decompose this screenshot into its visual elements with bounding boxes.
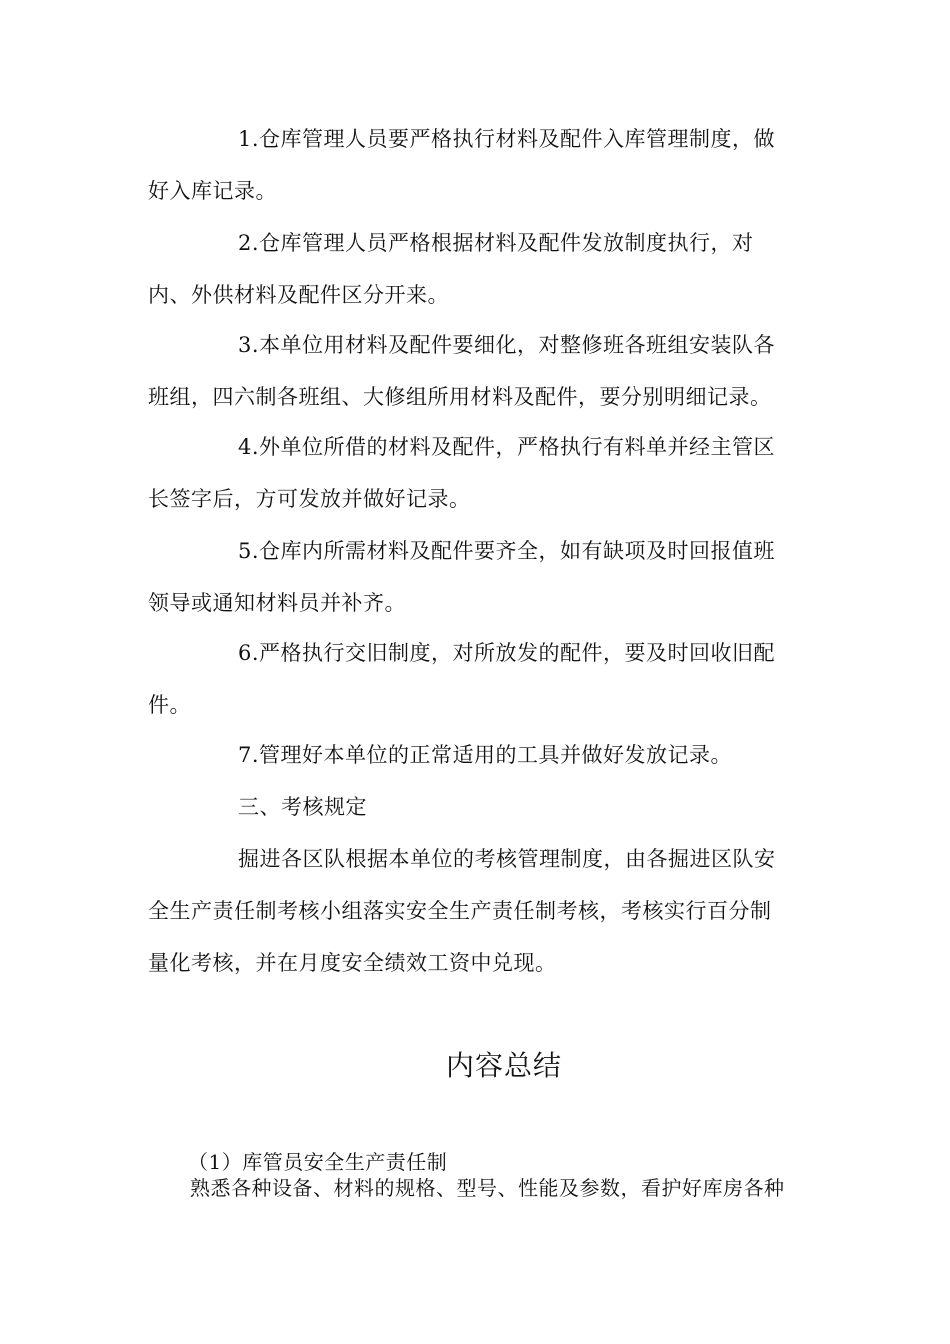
item-6-line-2: 件。 xyxy=(148,693,191,717)
item-4-line-2: 长签字后，方可发放并做好记录。 xyxy=(148,487,471,511)
summary-text: 熟悉各种设备、材料的规格、型号、性能及参数，看护好库房各种 xyxy=(190,1176,785,1200)
item-5-line-1: 5.仓库内所需材料及配件要齐全，如有缺项及时回报值班 xyxy=(238,539,776,563)
summary-heading: （1）库管员安全生产责任制 xyxy=(188,1150,448,1174)
item-1-line-1: 1.仓库管理人员要严格执行材料及配件入库管理制度，做 xyxy=(238,127,776,151)
assessment-line-1: 掘进各区队根据本单位的考核管理制度，由各掘进区队安 xyxy=(238,847,776,871)
item-3-line-2: 班组，四六制各班组、大修组所用材料及配件，要分别明细记录。 xyxy=(148,385,772,409)
item-4-line-1: 4.外单位所借的材料及配件，严格执行有料单并经主管区 xyxy=(238,435,776,459)
section-heading: 三、考核规定 xyxy=(238,795,367,819)
item-2-line-1: 2.仓库管理人员严格根据材料及配件发放制度执行，对 xyxy=(238,231,754,255)
item-5-line-2: 领导或通知材料员并补齐。 xyxy=(148,591,406,615)
assessment-line-2: 全生产责任制考核小组落实安全生产责任制考核，考核实行百分制 xyxy=(148,899,772,923)
item-6-line-1: 6.严格执行交旧制度，对所放发的配件，要及时回收旧配 xyxy=(238,641,776,665)
item-3-line-1: 3.本单位用材料及配件要细化，对整修班各班组安装队各 xyxy=(238,333,776,357)
summary-title: 内容总结 xyxy=(445,1049,562,1082)
item-2-line-2: 内、外供材料及配件区分开来。 xyxy=(148,283,449,307)
item-1-line-2: 好入库记录。 xyxy=(148,179,277,203)
item-7-line-1: 7.管理好本单位的正常适用的工具并做好发放记录。 xyxy=(238,743,733,767)
assessment-line-3: 量化考核，并在月度安全绩效工资中兑现。 xyxy=(148,951,557,975)
